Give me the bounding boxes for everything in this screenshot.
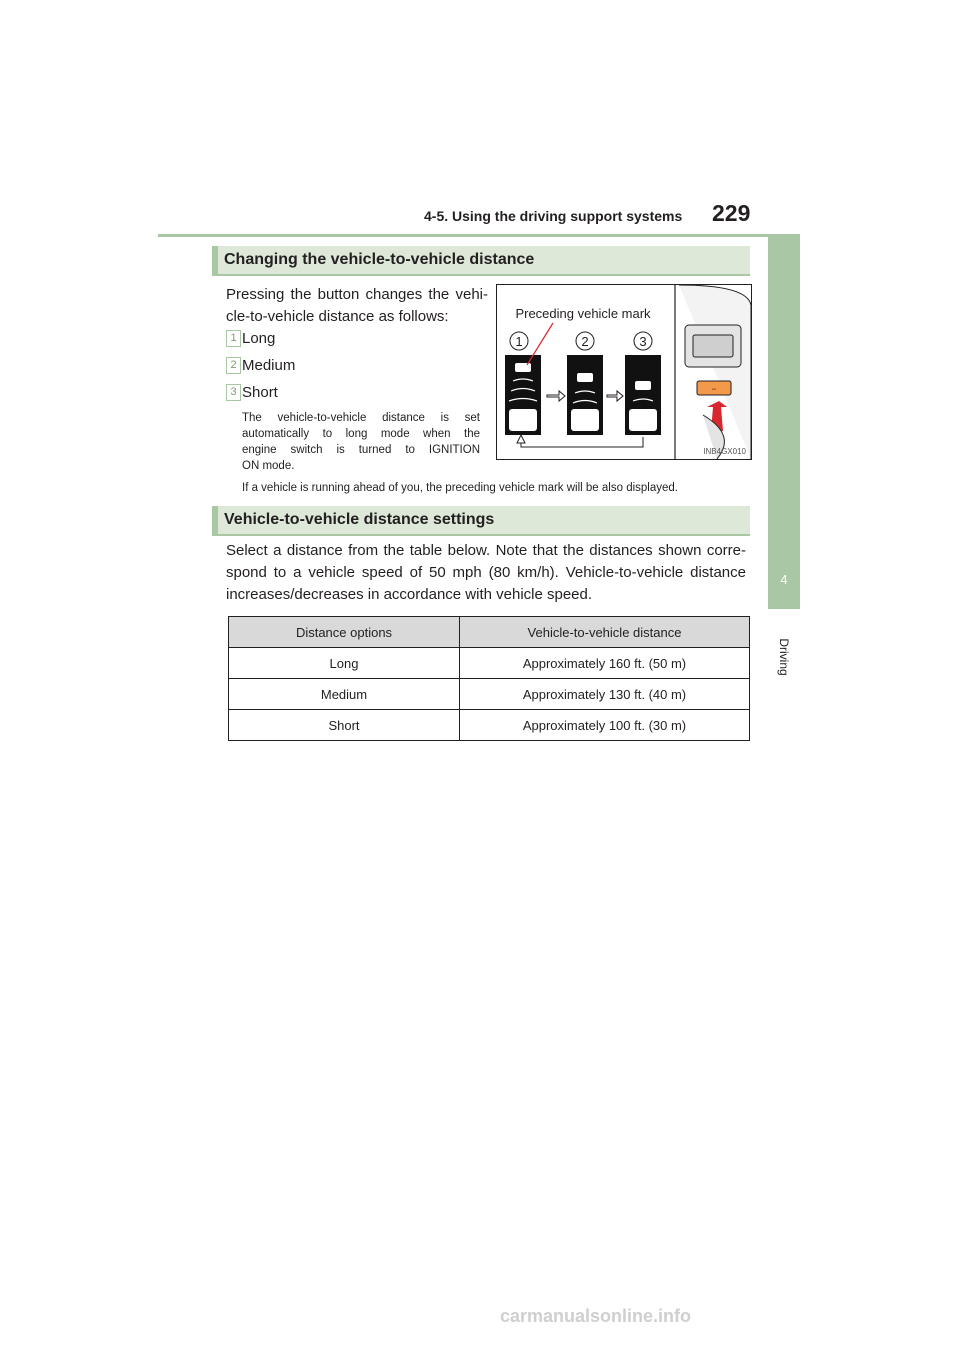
figure-number-2: 2 xyxy=(581,334,589,349)
distance-illustration xyxy=(496,284,752,460)
note-line: The vehicle-to-vehicle distance is set xyxy=(242,412,480,424)
table-cell: Short xyxy=(229,710,460,741)
note-preceding-vehicle: If a vehicle is running ahead of you, the preceding vehicle mark will be also displayed. xyxy=(242,482,678,494)
column-header: Vehicle-to-vehicle distance xyxy=(460,617,750,648)
paragraph-line: spond to a vehicle speed of 50 mph (80 km/h). Vehicle-to-vehicle distance xyxy=(226,564,746,581)
table-cell: Medium xyxy=(229,679,460,710)
item-number-badge: 1 xyxy=(226,330,241,347)
section-heading-text: Changing the vehicle-to-vehicle distance xyxy=(224,251,535,268)
table-header-row xyxy=(229,617,750,648)
table-row xyxy=(229,648,750,679)
column-header: Distance options xyxy=(229,617,460,648)
item-label: Long xyxy=(242,330,276,347)
chapter-number: 4 xyxy=(780,572,788,587)
svg-text:⇔: ⇔ xyxy=(710,386,718,393)
settings-paragraph xyxy=(226,540,746,606)
note-paragraph xyxy=(242,410,480,474)
section-heading-text: Vehicle-to-vehicle distance settings xyxy=(224,511,495,528)
intro-paragraph xyxy=(226,284,488,328)
item-label: Medium xyxy=(242,357,296,374)
item-number-badge: 3 xyxy=(226,384,241,401)
figure-number-1: 1 xyxy=(515,334,523,349)
running-header: 4-5. Using the driving support systems xyxy=(424,208,683,224)
distance-diagram xyxy=(497,285,751,459)
paragraph-line: increases/decreases in accordance with vehicle speed. xyxy=(226,586,593,603)
table-cell: Approximately 100 ft. (30 m) xyxy=(460,710,750,741)
table-cell: Approximately 130 ft. (40 m) xyxy=(460,679,750,710)
figure-code: INB4GX010 xyxy=(703,447,746,456)
section-heading-distance-settings xyxy=(212,506,750,536)
chapter-tab xyxy=(768,237,800,609)
page-number: 229 xyxy=(712,200,751,226)
preceding-vehicle-callout: Preceding vehicle mark xyxy=(515,306,651,321)
figure-number-3: 3 xyxy=(639,334,647,349)
table-cell: Approximately 160 ft. (50 m) xyxy=(460,648,750,679)
chapter-label: Driving xyxy=(777,638,791,676)
heading-accent-bar xyxy=(212,506,218,536)
note-line: engine switch is turned to IGNITION xyxy=(242,444,480,456)
table-row xyxy=(229,679,750,710)
intro-line: cle-to-vehicle distance as follows: xyxy=(226,308,449,325)
item-label: Short xyxy=(242,384,278,401)
note-line: automatically to long mode when the xyxy=(242,428,480,440)
section-heading-changing-distance xyxy=(212,246,750,276)
distance-table xyxy=(228,616,750,741)
item-number-badge: 2 xyxy=(226,357,241,374)
note-line: ON mode. xyxy=(242,460,295,472)
intro-line: Pressing the button changes the vehi- xyxy=(226,286,488,303)
table-cell: Long xyxy=(229,648,460,679)
table-row xyxy=(229,710,750,741)
heading-accent-bar xyxy=(212,246,218,276)
header-divider xyxy=(158,234,800,237)
watermark: carmanualsonline.info xyxy=(500,1306,692,1326)
paragraph-line: Select a distance from the table below. Note that the distances shown corre- xyxy=(226,542,746,559)
